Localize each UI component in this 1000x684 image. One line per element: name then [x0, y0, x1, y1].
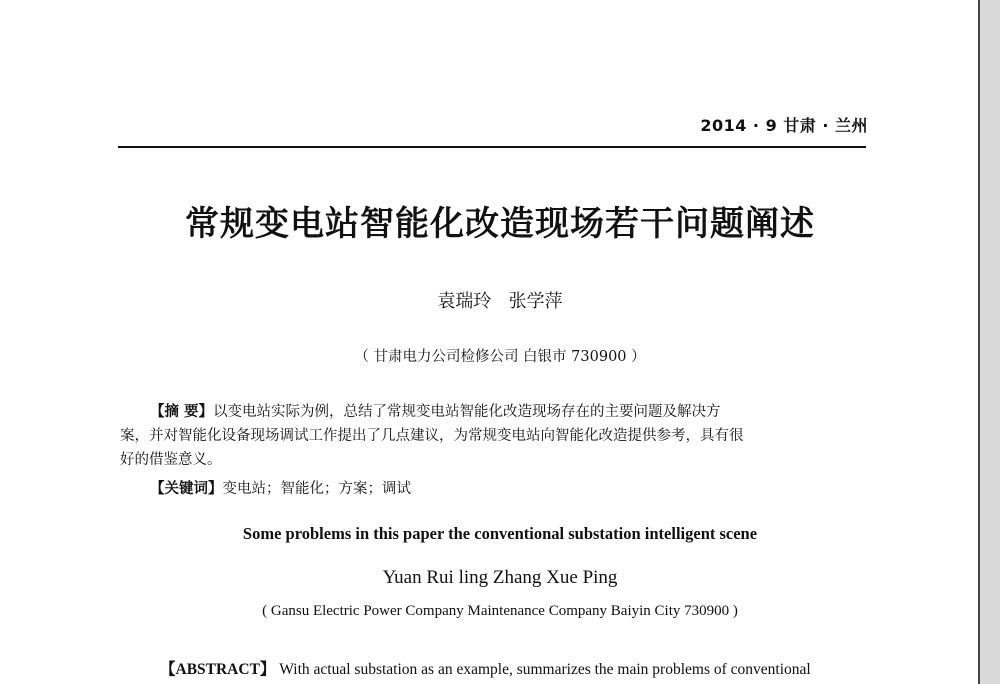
affiliation-cn: （ 甘肃电力公司检修公司 白银市 730900 ）	[354, 349, 646, 365]
page-edge-scan-shadow	[978, 0, 1000, 684]
paper-title-en: Some problems in this paper the conventional substation intelligent scene	[242, 524, 758, 543]
keywords-cn	[150, 477, 411, 501]
authors-en: Yuan Rui ling Zhang Xue Ping	[382, 567, 618, 588]
keywords-cn-label: 【关键词】	[150, 480, 223, 497]
journal-header-info: 2014 · 9 甘肃 · 兰州	[700, 116, 868, 135]
abstract-cn-label: 【摘 要】	[150, 403, 214, 420]
abstract-cn-line-1	[150, 400, 721, 424]
paper-title-cn: 常规变电站智能化改造现场若干问题阐述	[185, 204, 815, 244]
abstract-cn-line-2: 案，并对智能化设备现场调试工作提出了几点建议，为常规变电站向智能化改造提供参考，具有很	[120, 428, 744, 444]
header-rule	[118, 146, 866, 148]
authors-cn: 袁瑞玲 张学萍	[437, 291, 563, 312]
abstract-cn-text-1: 以变电站实际为例，总结了常规变电站智能化改造现场存在的主要问题及解决方	[213, 404, 721, 420]
abstract-en-line-1	[160, 657, 811, 679]
abstract-en-text-1: With actual substation as an example, summarizes the main problems of conventional	[279, 661, 811, 678]
abstract-cn-line-3: 好的借鉴意义。	[120, 452, 222, 468]
abstract-en-label: 【ABSTRACT】	[160, 661, 276, 678]
keywords-cn-text: 变电站；智能化；方案；调试	[222, 481, 411, 497]
affiliation-en: ( Gansu Electric Power Company Maintenance Company Baiyin City 730900 )	[262, 603, 738, 619]
